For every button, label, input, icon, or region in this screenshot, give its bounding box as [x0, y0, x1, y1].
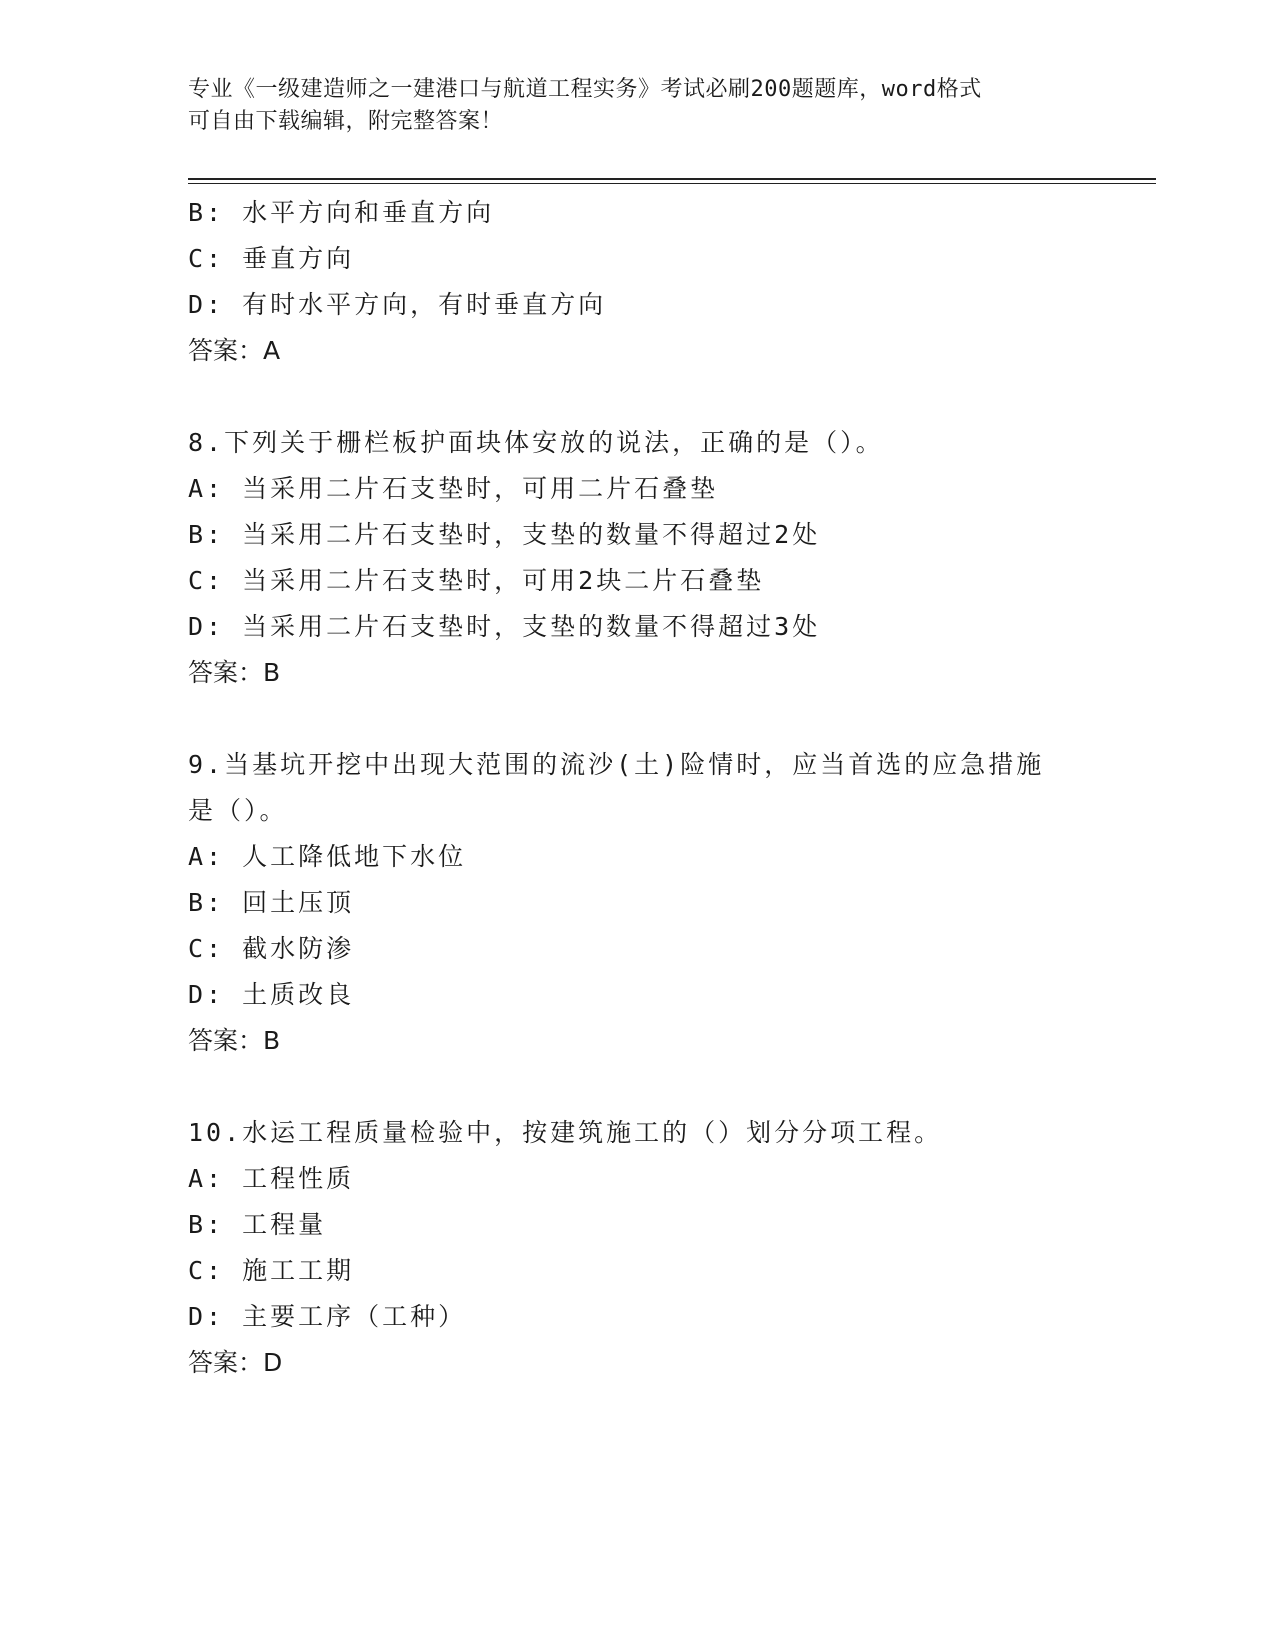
header-line-1: 专业《一级建造师之一建港口与航道工程实务》考试必刷200题题库，word格式	[188, 77, 982, 102]
option: C: 当采用二片石支垫时，可用2块二片石叠垫	[188, 566, 765, 595]
question-content	[188, 190, 1088, 1386]
answer: 答案：B	[188, 658, 281, 687]
option: D: 有时水平方向，有时垂直方向	[188, 290, 607, 319]
option: D: 主要工序（工种）	[188, 1302, 467, 1331]
option: B: 当采用二片石支垫时，支垫的数量不得超过2处	[188, 520, 821, 549]
spacer	[188, 1064, 1088, 1110]
header-divider	[188, 178, 1156, 180]
option: A: 当采用二片石支垫时，可用二片石叠垫	[188, 474, 719, 503]
answer: 答案：A	[188, 336, 281, 365]
option: C: 垂直方向	[188, 244, 355, 273]
answer: 答案：B	[188, 1026, 281, 1055]
option: B: 工程量	[188, 1210, 327, 1239]
document-header	[188, 74, 1088, 138]
question-stem-line-1: 9.当基坑开挖中出现大范围的流沙(土)险情时，应当首选的应急措施	[188, 750, 1045, 779]
option: B: 水平方向和垂直方向	[188, 198, 495, 227]
option: B: 回土压顶	[188, 888, 355, 917]
question-stem: 10.水运工程质量检验中，按建筑施工的（）划分分项工程。	[188, 1118, 943, 1147]
option: D: 当采用二片石支垫时，支垫的数量不得超过3处	[188, 612, 821, 641]
header-line-2: 可自由下载编辑，附完整答案！	[188, 109, 504, 134]
question-stem: 8.下列关于栅栏板护面块体安放的说法，正确的是（）。	[188, 428, 884, 457]
answer: 答案：D	[188, 1348, 283, 1377]
option: A: 人工降低地下水位	[188, 842, 467, 871]
option: C: 施工工期	[188, 1256, 355, 1285]
option: C: 截水防渗	[188, 934, 355, 963]
spacer	[188, 374, 1088, 420]
header-divider-thin	[188, 183, 1156, 184]
spacer	[188, 696, 1088, 742]
option: A: 工程性质	[188, 1164, 355, 1193]
question-stem-line-2: 是（）。	[188, 796, 288, 825]
option: D: 土质改良	[188, 980, 355, 1009]
